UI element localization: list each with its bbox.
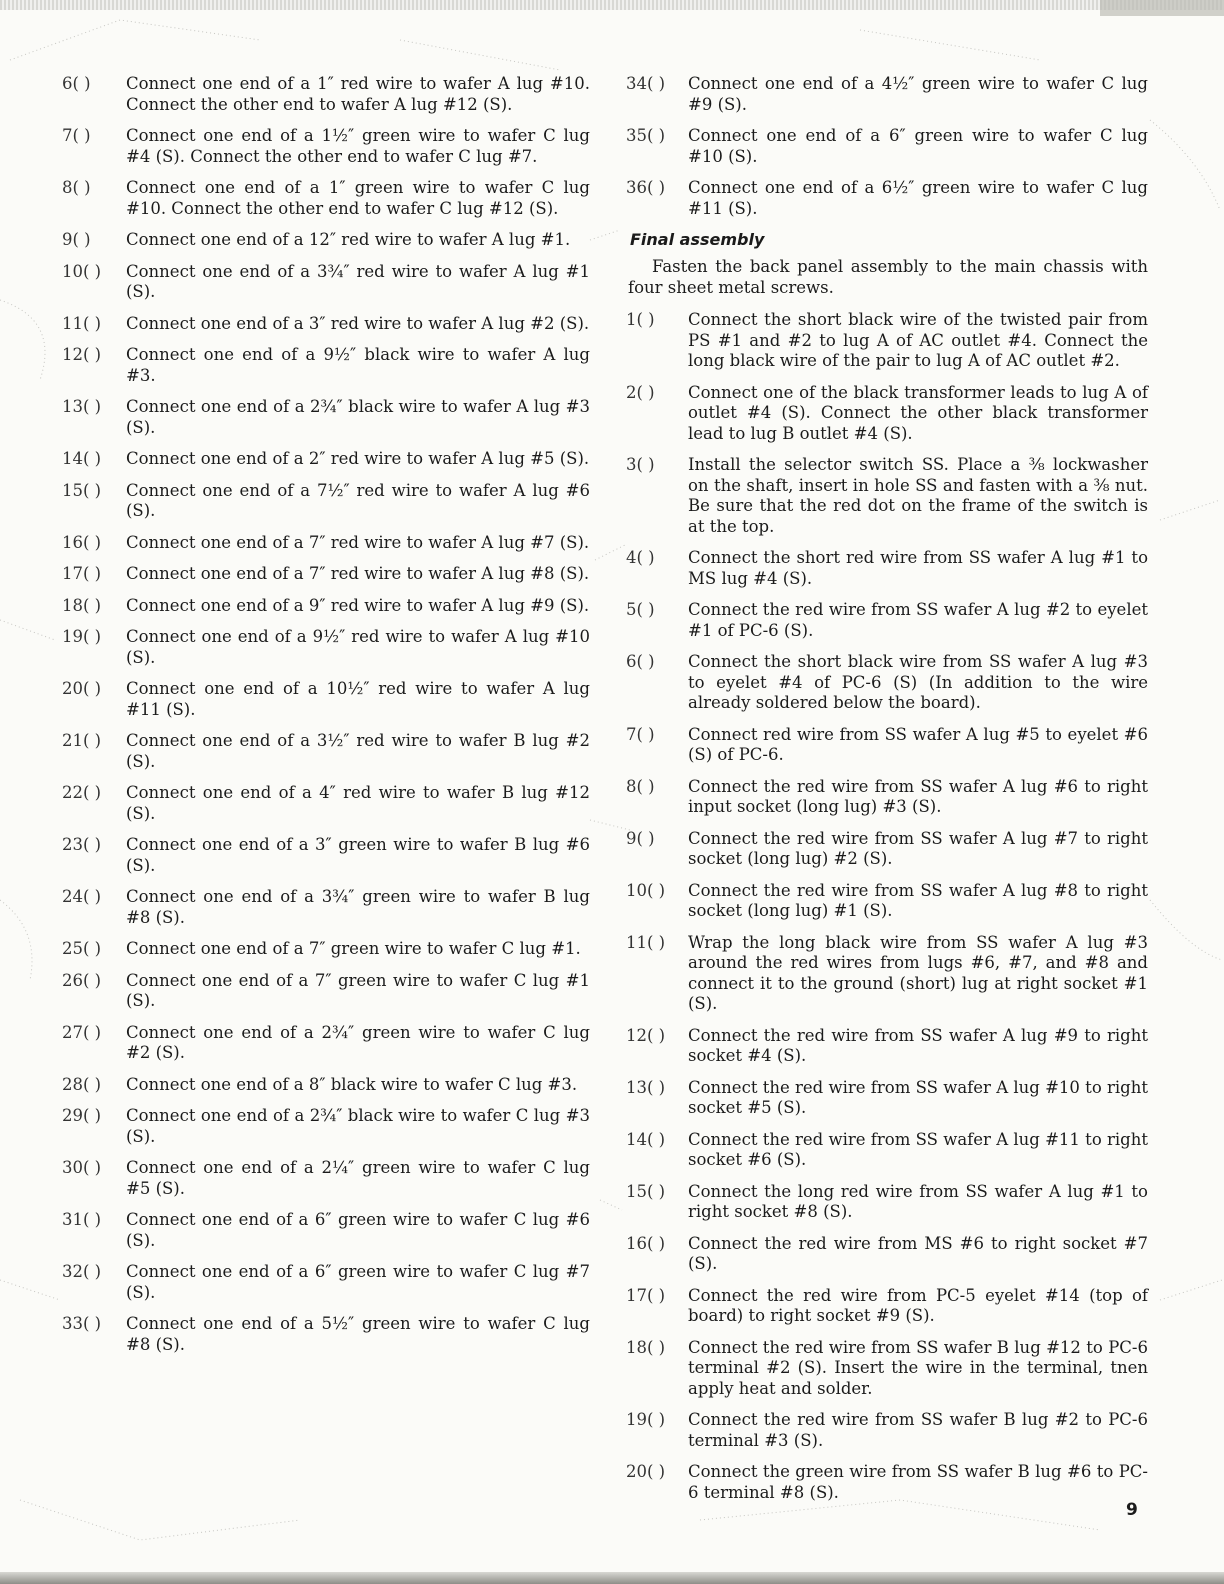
step-item [626, 777, 1148, 818]
step-text: Install the selector switch SS. Place a ⅜ lockwasher on the shaft, insert in hole SS and fasten with a ⅜ nut. Be sure that the red dot on the frame of the switch is at the top. [688, 455, 1148, 536]
step-item [626, 1234, 1148, 1275]
step-checkbox-number: 33( ) [62, 1314, 102, 1333]
step-item [62, 1023, 590, 1064]
step-item [626, 881, 1148, 922]
step-text: Connect the short black wire of the twisted pair from PS #1 and #2 to lug A of AC outlet #4. Connect the long black wire of the pair to lug A of AC outlet #2. [688, 310, 1148, 370]
step-checkbox-number: 32( ) [62, 1262, 102, 1281]
step-item [62, 783, 590, 824]
step-item [62, 731, 590, 772]
step-item [626, 1130, 1148, 1171]
step-checkbox-number: 31( ) [62, 1210, 102, 1229]
step-text: Connect the green wire from SS wafer B lug #6 to PC-6 terminal #8 (S). [688, 1462, 1148, 1502]
step-checkbox-number: 12( ) [626, 1025, 666, 1045]
step-checkbox-number: 9( ) [626, 828, 655, 848]
scan-corner-shadow [1100, 0, 1224, 16]
step-item [62, 627, 590, 668]
step-checkbox-number: 29( ) [62, 1106, 102, 1125]
step-checkbox-number: 21( ) [62, 731, 102, 750]
step-text: Connect the red wire from SS wafer A lug #7 to right socket (long lug) #2 (S). [688, 828, 1148, 868]
step-checkbox-number: 8( ) [62, 178, 91, 197]
step-text: Connect one end of a 9″ red wire to wafer A lug #9 (S). [126, 595, 590, 615]
step-item [62, 1158, 590, 1199]
step-text: Connect the red wire from MS #6 to right socket #7 (S). [688, 1233, 1148, 1273]
step-item [62, 939, 590, 960]
step-item [626, 933, 1148, 1015]
step-checkbox-number: 20( ) [626, 1462, 666, 1481]
step-checkbox-number: 14( ) [626, 1129, 666, 1149]
step-text: Connect one end of a 2¾″ black wire to wafer C lug #3 (S). [126, 1106, 590, 1146]
step-item [62, 449, 590, 470]
step-checkbox-number: 8( ) [626, 776, 655, 796]
step-checkbox-number: 17( ) [62, 564, 102, 583]
step-item [62, 262, 590, 303]
step-item [626, 126, 1148, 167]
step-checkbox-number: 15( ) [626, 1181, 666, 1201]
step-item [62, 230, 590, 251]
step-item [62, 564, 590, 585]
step-item [62, 1210, 590, 1251]
step-text: Connect one end of a 2″ red wire to wafer A lug #5 (S). [126, 449, 590, 468]
step-text: Connect red wire from SS wafer A lug #5 to eyelet #6 (S) of PC-6. [688, 724, 1148, 764]
step-text: Connect one end of a 1″ green wire to wafer C lug #10. Connect the other end to wafer C lug #12 (S). [126, 178, 590, 218]
step-text: Connect one end of a 2¾″ green wire to wafer C lug #2 (S). [126, 1022, 590, 1062]
step-checkbox-number: 34( ) [626, 74, 666, 93]
right-column [626, 74, 1148, 1514]
step-text: Connect the red wire from SS wafer A lug #6 to right input socket (long lug) #3 (S). [688, 776, 1148, 816]
step-text: Connect the long red wire from SS wafer A lug #1 to right socket #8 (S). [688, 1181, 1148, 1221]
step-checkbox-number: 7( ) [62, 126, 91, 145]
step-checkbox-number: 11( ) [626, 932, 666, 952]
step-checkbox-number: 22( ) [62, 783, 102, 802]
step-checkbox-number: 20( ) [62, 679, 102, 698]
step-text: Connect one end of a 6″ green wire to wafer C lug #7 (S). [126, 1262, 590, 1302]
step-item [626, 383, 1148, 445]
step-item [62, 596, 590, 617]
step-text: Connect one end of a 2¼″ green wire to wafer C lug #5 (S). [126, 1158, 590, 1198]
section-heading-final-assembly: Final assembly [630, 230, 765, 249]
step-text: Connect one end of a 4″ red wire to wafer B lug #12 (S). [126, 783, 590, 823]
step-item [626, 1338, 1148, 1400]
step-checkbox-number: 28( ) [62, 1074, 102, 1094]
section-intro: Fasten the back panel assembly to the main chassis with four sheet metal screws. [628, 257, 1148, 297]
step-text: Connect one end of a 1½″ green wire to wafer C lug #4 (S). Connect the other end to wafer C lug #7. [126, 126, 590, 166]
step-text: Connect one end of a 8″ black wire to wafer C lug #3. [126, 1074, 578, 1094]
step-checkbox-number: 30( ) [62, 1158, 102, 1177]
step-text: Connect one of the black transformer leads to lug A of outlet #4 (S). Connect the other black transformer lead to lug B outlet #4 (S). [688, 382, 1148, 443]
step-text: Connect one end of a 3¾″ green wire to wafer B lug #8 (S). [126, 887, 590, 927]
step-item [62, 1106, 590, 1147]
step-checkbox-number: 23( ) [62, 835, 102, 854]
step-item [626, 1026, 1148, 1067]
step-text: Connect one end of a 3½″ red wire to wafer B lug #2 (S). [126, 731, 590, 771]
step-item [626, 829, 1148, 870]
step-item [62, 835, 590, 876]
step-item [62, 397, 590, 438]
step-checkbox-number: 27( ) [62, 1022, 102, 1042]
step-item [62, 345, 590, 386]
step-checkbox-number: 1( ) [626, 310, 655, 329]
step-item [626, 1462, 1148, 1503]
step-checkbox-number: 35( ) [626, 126, 666, 145]
step-text: Connect the red wire from SS wafer B lug #2 to PC-6 terminal #3 (S). [688, 1410, 1148, 1450]
step-item [626, 1410, 1148, 1451]
step-item [62, 533, 590, 554]
step-checkbox-number: 12( ) [62, 345, 102, 364]
step-text: Connect the red wire from SS wafer B lug #12 to PC-6 terminal #2 (S). Insert the wire in the terminal, tnen apply heat and solder. [688, 1337, 1148, 1398]
step-text: Connect the short red wire from SS wafer A lug #1 to MS lug #4 (S). [688, 548, 1148, 588]
step-text: Connect one end of a 7½″ red wire to wafer A lug #6 (S). [126, 480, 590, 520]
step-checkbox-number: 24( ) [62, 887, 102, 906]
step-checkbox-number: 16( ) [62, 532, 102, 552]
step-checkbox-number: 18( ) [626, 1337, 666, 1357]
step-item [62, 1314, 590, 1355]
step-text: Connect the red wire from SS wafer A lug #9 to right socket #4 (S). [688, 1025, 1148, 1065]
step-checkbox-number: 15( ) [62, 480, 102, 500]
scan-top-edge [0, 0, 1224, 10]
step-item [62, 971, 590, 1012]
step-item [626, 548, 1148, 589]
step-checkbox-number: 13( ) [626, 1077, 666, 1097]
step-text: Connect the short black wire from SS wafer A lug #3 to eyelet #4 of PC-6 (S) (In addition to the wire already soldered below the board). [688, 652, 1148, 712]
step-item [62, 679, 590, 720]
step-text: Connect one end of a 7″ green wire to wafer C lug #1 (S). [126, 970, 590, 1010]
step-text: Connect the red wire from SS wafer A lug #11 to right socket #6 (S). [688, 1129, 1148, 1169]
step-text: Connect one end of a 7″ red wire to wafer A lug #8 (S). [126, 564, 590, 583]
step-text: Connect one end of a 3″ green wire to wafer B lug #6 (S). [126, 835, 590, 875]
step-item [62, 178, 590, 219]
step-text: Connect one end of a 12″ red wire to wafer A lug #1. [126, 230, 571, 249]
step-text: Connect one end of a 6″ green wire to wafer C lug #10 (S). [688, 126, 1148, 166]
step-item [626, 652, 1148, 714]
step-item [626, 725, 1148, 766]
step-text: Connect the red wire from PC-5 eyelet #14 (top of board) to right socket #9 (S). [688, 1285, 1148, 1325]
step-text: Connect the red wire from SS wafer A lug #10 to right socket #5 (S). [688, 1077, 1148, 1117]
left-column [62, 74, 590, 1366]
step-checkbox-number: 25( ) [62, 939, 102, 958]
step-item [626, 600, 1148, 641]
step-text: Connect one end of a 10½″ red wire to wafer A lug #11 (S). [126, 679, 590, 719]
step-checkbox-number: 6( ) [626, 652, 655, 671]
step-checkbox-number: 26( ) [62, 970, 102, 990]
step-item [626, 310, 1148, 372]
step-item [626, 1182, 1148, 1223]
step-item [62, 481, 590, 522]
step-item [626, 455, 1148, 537]
step-item [626, 178, 1148, 219]
step-text: Connect one end of a 5½″ green wire to wafer C lug #8 (S). [126, 1314, 590, 1354]
step-text: Connect one end of a 7″ red wire to wafer A lug #7 (S). [126, 532, 590, 552]
step-item [626, 74, 1148, 115]
step-checkbox-number: 11( ) [62, 313, 102, 333]
step-checkbox-number: 19( ) [62, 627, 102, 646]
step-checkbox-number: 10( ) [62, 261, 102, 281]
step-text: Connect one end of a 1″ red wire to wafer A lug #10. Connect the other end to wafer A lug #12 (S). [126, 74, 590, 114]
step-text: Connect one end of a 9½″ red wire to wafer A lug #10 (S). [126, 627, 590, 667]
step-item [62, 126, 590, 167]
step-text: Connect one end of a 4½″ green wire to wafer C lug #9 (S). [688, 74, 1148, 114]
step-checkbox-number: 9( ) [62, 230, 91, 249]
step-checkbox-number: 13( ) [62, 397, 102, 416]
step-item [62, 314, 590, 335]
step-checkbox-number: 3( ) [626, 455, 655, 474]
scan-bottom-edge [0, 1572, 1224, 1584]
step-text: Connect the red wire from SS wafer A lug #8 to right socket (long lug) #1 (S). [688, 880, 1148, 920]
step-text: Wrap the long black wire from SS wafer A lug #3 around the red wires from lugs #6, #7, and #8 and connect it to the ground (short) lug at right socket #1 (S). [688, 932, 1148, 1013]
step-checkbox-number: 16( ) [626, 1233, 666, 1253]
step-item [62, 74, 590, 115]
step-text: Connect one end of a 6½″ green wire to wafer C lug #11 (S). [688, 178, 1148, 218]
step-checkbox-number: 6( ) [62, 74, 91, 93]
step-checkbox-number: 18( ) [62, 595, 102, 615]
step-text: Connect the red wire from SS wafer A lug #2 to eyelet #1 of PC-6 (S). [688, 600, 1148, 640]
step-checkbox-number: 36( ) [626, 178, 666, 197]
step-text: Connect one end of a 7″ green wire to wafer C lug #1. [126, 939, 581, 958]
step-text: Connect one end of a 2¾″ black wire to wafer A lug #3 (S). [126, 397, 590, 437]
step-item [626, 1078, 1148, 1119]
page-number: 9 [1126, 1500, 1138, 1520]
step-item [626, 1286, 1148, 1327]
step-checkbox-number: 4( ) [626, 548, 655, 567]
step-item [62, 1262, 590, 1303]
step-checkbox-number: 10( ) [626, 880, 666, 900]
step-checkbox-number: 19( ) [626, 1410, 666, 1429]
step-checkbox-number: 2( ) [626, 382, 655, 402]
step-checkbox-number: 14( ) [62, 449, 102, 468]
step-checkbox-number: 5( ) [626, 600, 655, 619]
step-checkbox-number: 7( ) [626, 724, 655, 744]
step-text: Connect one end of a 3″ red wire to wafer A lug #2 (S). [126, 313, 590, 333]
step-item [62, 887, 590, 928]
step-text: Connect one end of a 9½″ black wire to wafer A lug #3. [126, 345, 590, 385]
step-text: Connect one end of a 3¾″ red wire to wafer A lug #1 (S). [126, 261, 590, 301]
step-item [62, 1075, 590, 1096]
step-text: Connect one end of a 6″ green wire to wafer C lug #6 (S). [126, 1210, 590, 1250]
step-checkbox-number: 17( ) [626, 1285, 666, 1305]
